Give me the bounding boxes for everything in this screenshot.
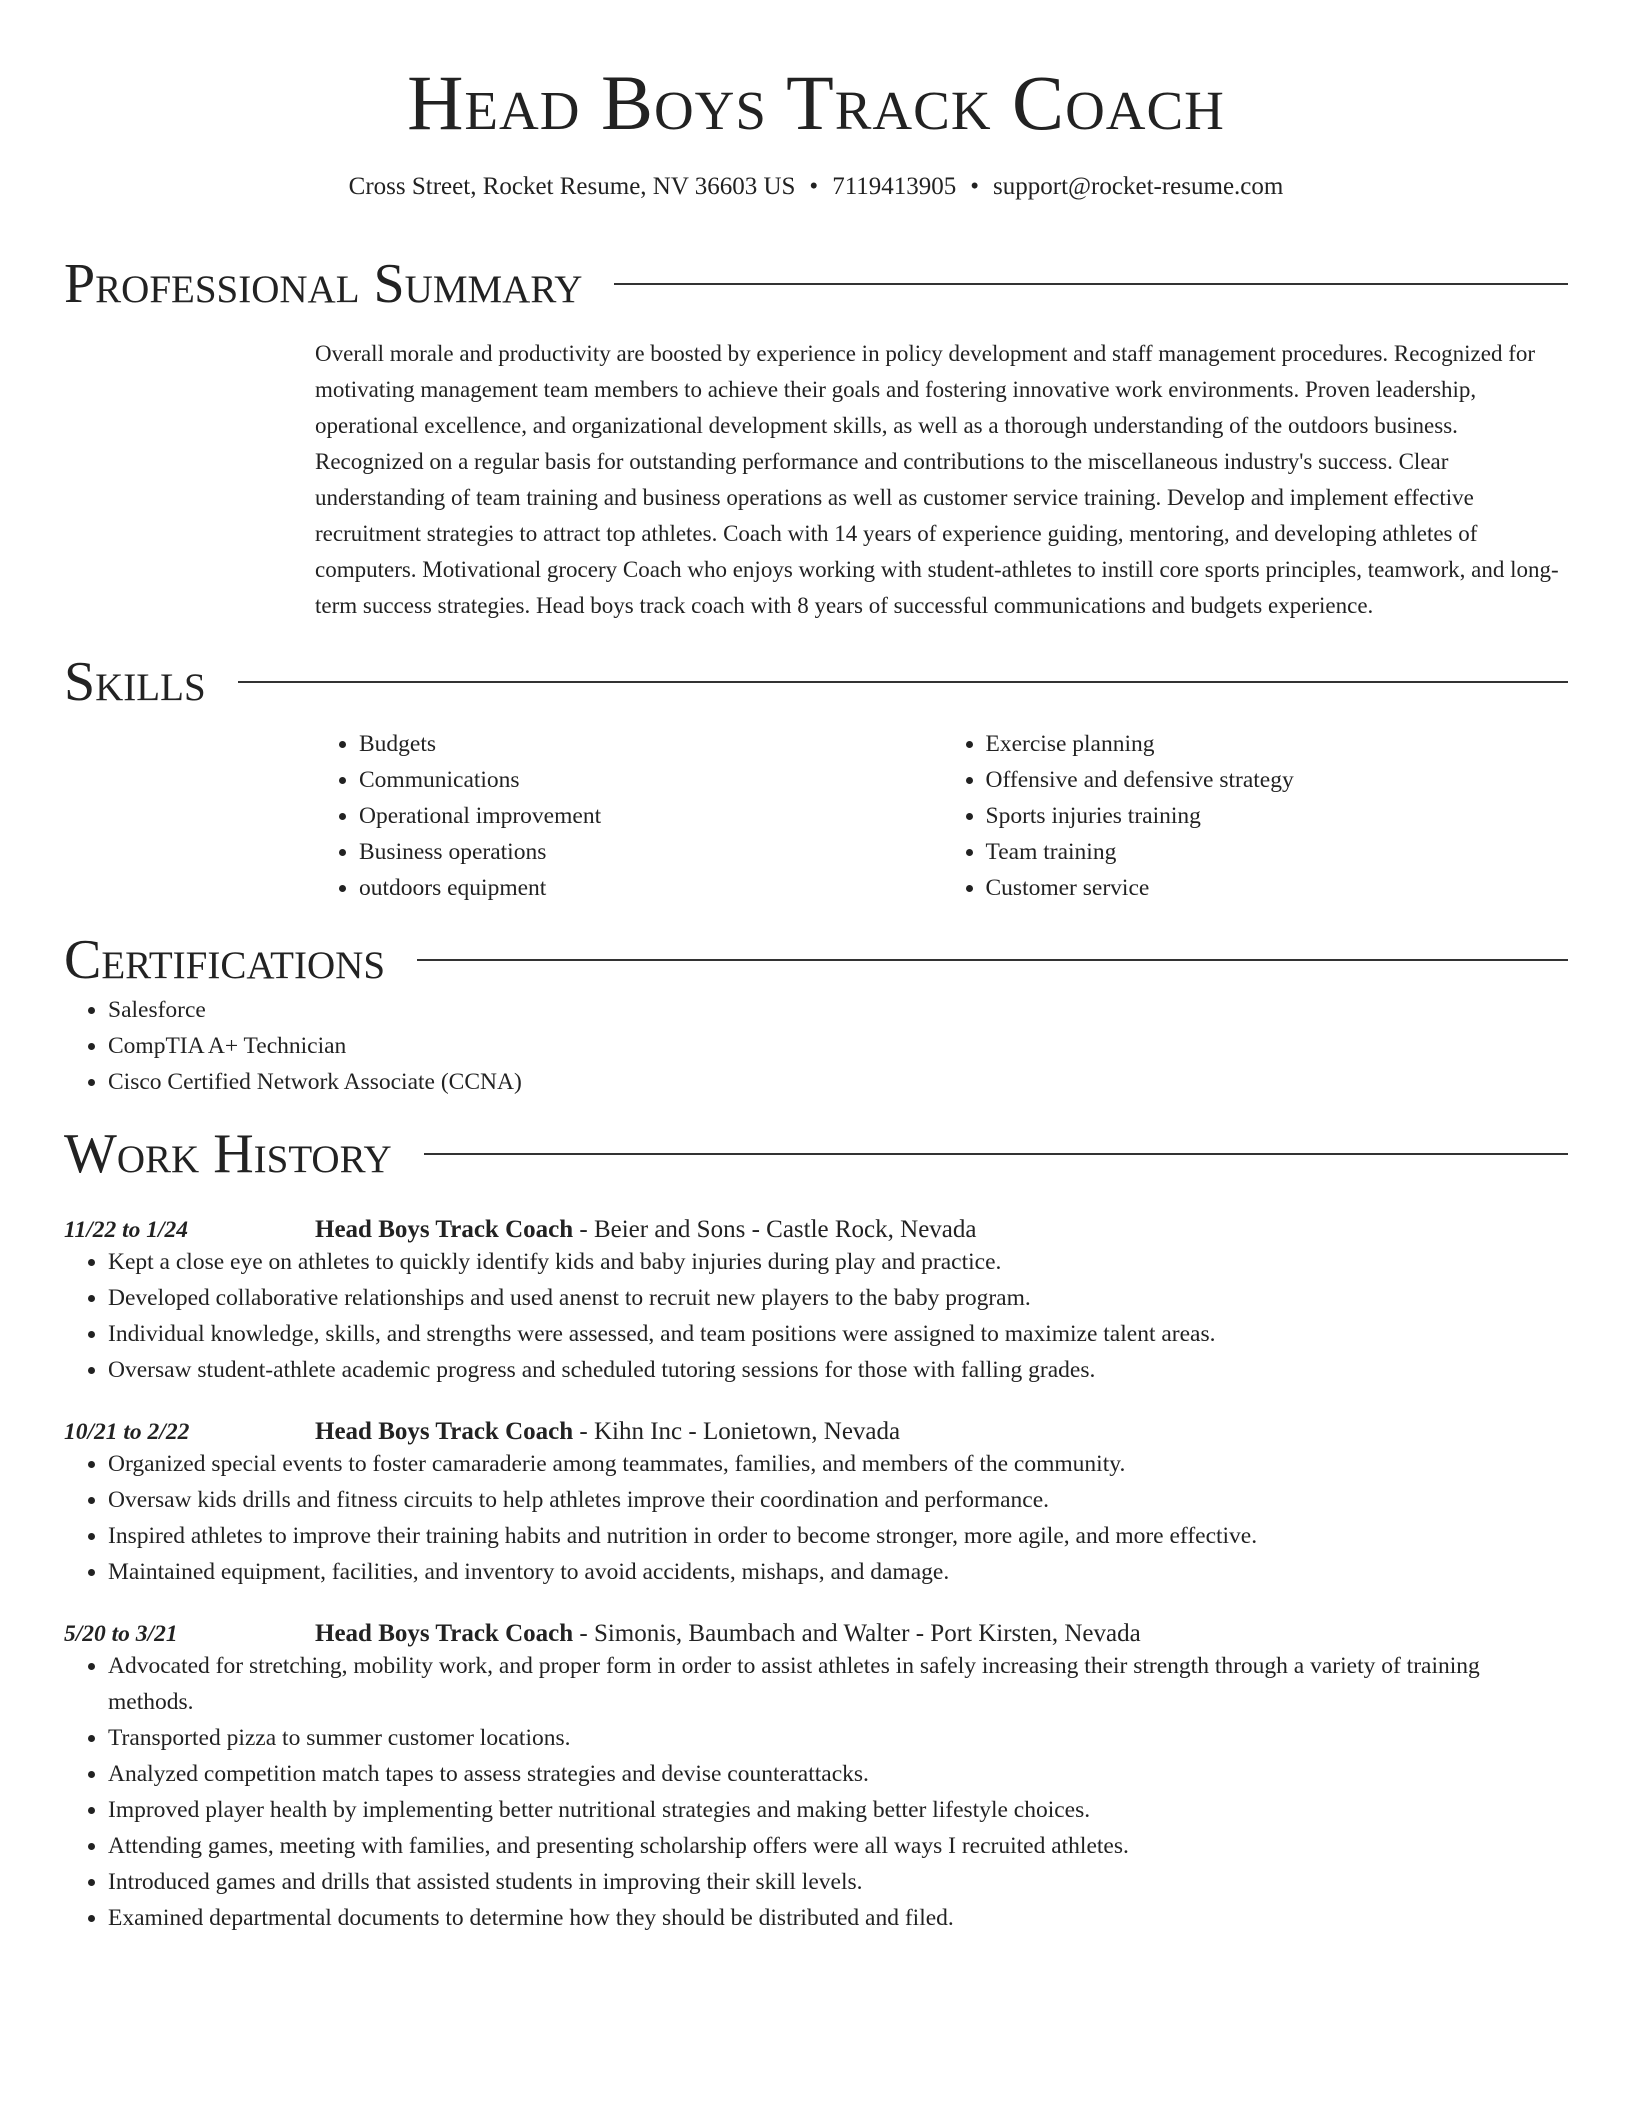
certification-item: • CompTIA A+ Technician: [108, 1028, 1568, 1064]
job-bullet: • Advocated for stretching, mobility work, and proper form in order to assist athletes in safely increasing their strength through a variety of training methods.: [108, 1648, 1568, 1720]
job-employer-location: - Kihn Inc - Lonietown, Nevada: [573, 1418, 901, 1445]
job-dates: 10/21 to 2/22: [64, 1419, 190, 1445]
section-title-certifications: Certifications: [64, 929, 386, 991]
job-bullet: • Transported pizza to summer customer locations.: [108, 1720, 1568, 1756]
contact-email: support@rocket-resume.com: [993, 173, 1284, 200]
job-bullet: • Organized special events to foster camaraderie among teammates, families, and members of the community.: [108, 1446, 1568, 1482]
job-bullet: • Individual knowledge, skills, and strengths were assessed, and team positions were assigned to maximize talent areas.: [108, 1316, 1568, 1352]
job-bullets: [64, 1244, 1568, 1388]
section-header-skills: [64, 650, 1568, 714]
section-divider: [238, 681, 1568, 683]
skill-item: • Budgets: [359, 726, 942, 762]
job-entry: [64, 1216, 1568, 1388]
job-employer-location: - Beier and Sons - Castle Rock, Nevada: [573, 1216, 977, 1243]
section-divider: [614, 283, 1568, 285]
job-header: [64, 1418, 1568, 1446]
job-bullet: • Developed collaborative relationships and used anenst to recruit new players to the baby program.: [108, 1280, 1568, 1316]
section-title-skills: Skills: [64, 651, 206, 713]
contact-address: Cross Street, Rocket Resume, NV 36603 US: [348, 173, 796, 200]
skill-item: • Customer service: [986, 870, 1569, 906]
job-header: [64, 1216, 1568, 1244]
job-bullet: • Analyzed competition match tapes to assess strategies and devise counterattacks.: [108, 1756, 1568, 1792]
section-divider: [424, 1153, 1568, 1155]
job-title: Head Boys Track Coach: [315, 1418, 574, 1445]
section-header-summary: [64, 252, 1568, 316]
skill-item: • Exercise planning: [986, 726, 1569, 762]
contact-separator: •: [809, 173, 819, 200]
job-bullet: • Introduced games and drills that assisted students in improving their skill levels.: [108, 1864, 1568, 1900]
job-bullet: • Improved player health by implementing better nutritional strategies and making better lifestyle choices.: [108, 1792, 1568, 1828]
skills-list-left: [315, 726, 942, 906]
job-bullet: • Examined departmental documents to determine how they should be distributed and filed.: [108, 1900, 1568, 1936]
job-dates: 5/20 to 3/21: [64, 1621, 178, 1647]
certification-item: • Salesforce: [108, 992, 1568, 1028]
contact-line: [64, 170, 1568, 204]
section-divider: [417, 959, 1568, 961]
job-bullet: • Maintained equipment, facilities, and inventory to avoid accidents, mishaps, and damage.: [108, 1554, 1568, 1590]
job-bullet: • Oversaw student-athlete academic progress and scheduled tutoring sessions for those with falling grades.: [108, 1352, 1568, 1388]
skill-item: • Offensive and defensive strategy: [986, 762, 1569, 798]
skill-item: • Operational improvement: [359, 798, 942, 834]
skills-list-right: [942, 726, 1569, 906]
job-title: Head Boys Track Coach: [315, 1620, 574, 1647]
skill-item: • Communications: [359, 762, 942, 798]
job-heading: [315, 1418, 900, 1446]
job-bullets: [64, 1648, 1568, 1936]
contact-separator: •: [970, 173, 980, 200]
job-bullet: • Oversaw kids drills and fitness circuits to help athletes improve their coordination and performance.: [108, 1482, 1568, 1518]
job-entry: [64, 1620, 1568, 1936]
summary-text: Overall morale and productivity are boosted by experience in policy development and staff management procedures. Recognized for motivating management team members to achieve their goals and fostering innovative work environments. Proven leadership, operational excellence, and organizational development skills, as well as a thorough understanding of the outdoors business. Recognized on a regular basis for outstanding performance and contributions to the miscellaneous industry's success. Clear understanding of team training and business operations as well as customer service training. Develop and implement effective recruitment strategies to attract top athletes. Coach with 14 years of experience guiding, mentoring, and developing athletes of computers. Motivational grocery Coach who enjoys working with student-athletes to instill core sports principles, teamwork, and long-term success strategies. Head boys track coach with 8 years of successful communications and budgets experience.: [315, 341, 1559, 618]
skill-item: • Sports injuries training: [986, 798, 1569, 834]
job-heading: [315, 1620, 1141, 1648]
contact-phone: 7119413905: [832, 173, 957, 200]
section-title-summary: Professional Summary: [64, 253, 583, 315]
job-bullet: • Inspired athletes to improve their training habits and nutrition in order to become stronger, more agile, and more effective.: [108, 1518, 1568, 1554]
certification-item: • Cisco Certified Network Associate (CCNA): [108, 1064, 1568, 1100]
section-header-certifications: [64, 928, 1568, 992]
job-entry: [64, 1418, 1568, 1590]
job-bullets: [64, 1446, 1568, 1590]
job-header: [64, 1620, 1568, 1648]
section-header-work: [64, 1122, 1568, 1186]
certifications-list: [64, 992, 1568, 1100]
skill-item: • outdoors equipment: [359, 870, 942, 906]
job-bullet: • Attending games, meeting with families, and presenting scholarship offers were all ways I recruited athletes.: [108, 1828, 1568, 1864]
skills-grid: [315, 726, 1568, 906]
skill-item: • Team training: [986, 834, 1569, 870]
job-heading: [315, 1216, 977, 1244]
skill-item: • Business operations: [359, 834, 942, 870]
section-title-work: Work History: [64, 1123, 392, 1185]
job-dates: 11/22 to 1/24: [64, 1217, 189, 1243]
job-employer-location: - Simonis, Baumbach and Walter - Port Kirsten, Nevada: [573, 1620, 1141, 1647]
job-bullet: • Kept a close eye on athletes to quickly identify kids and baby injuries during play and practice.: [108, 1244, 1568, 1280]
job-title: Head Boys Track Coach: [315, 1216, 574, 1243]
candidate-name: Head Boys Track Coach: [407, 59, 1225, 146]
